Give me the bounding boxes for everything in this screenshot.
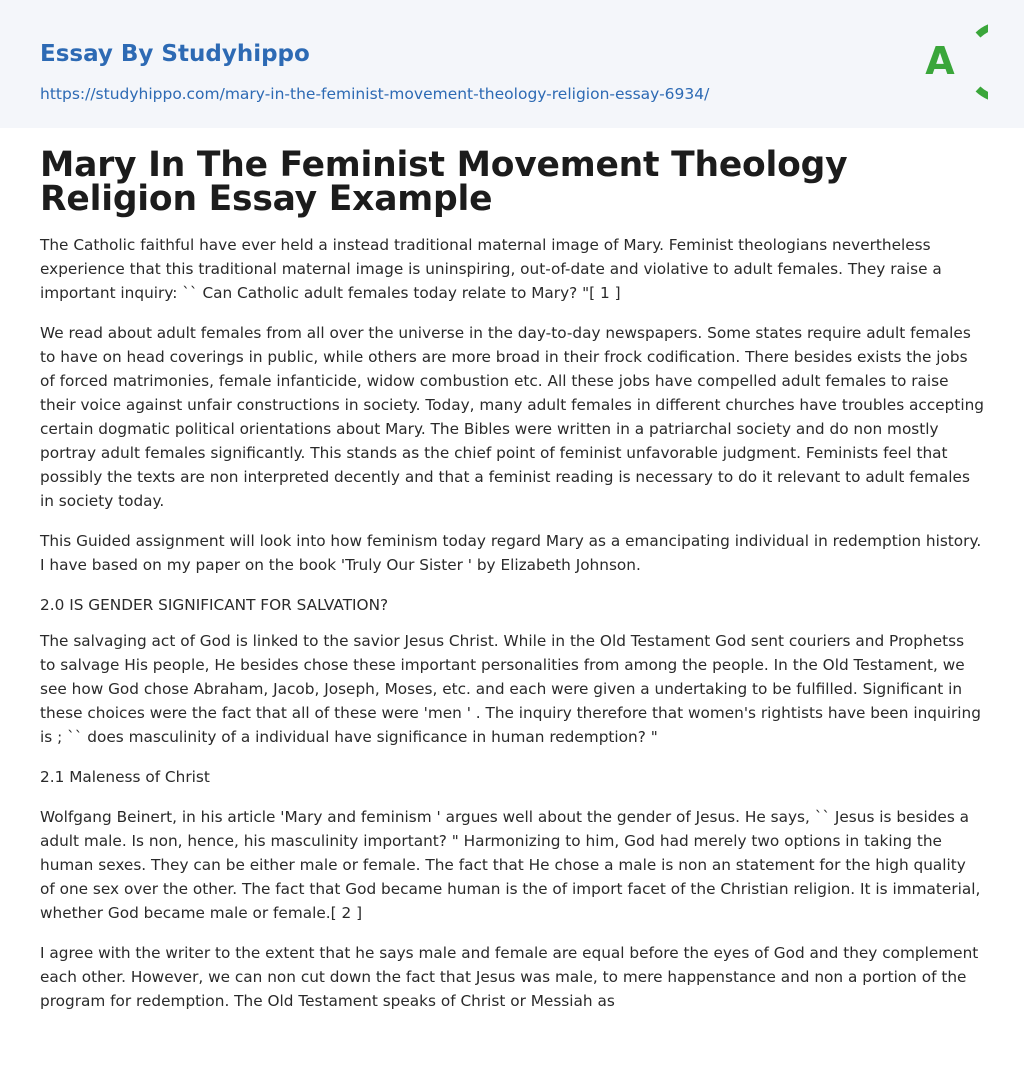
site-brand[interactable]: Essay By Studyhippo	[40, 41, 310, 67]
article	[0, 128, 1024, 1013]
article-title: Mary In The Feminist Movement Theology Religion Essay Example	[40, 145, 848, 219]
logo-letter: A	[925, 39, 955, 83]
article-body	[40, 233, 984, 1013]
section-heading-2-0: 2.0 IS GENDER SIGNIFICANT FOR SALVATION?	[40, 596, 389, 614]
paragraph-1: The Catholic faithful have ever held a instead traditional maternal image of Mary. Feminist theologians nevertheless experience that this traditional maternal image is uninspiring, out-of-date and violative to adult females. They raise a important inquiry: `` Can Catholic adult females today relate to Mary? "[ 1 ]	[40, 236, 942, 302]
paragraph-3: This Guided assignment will look into how feminism today regard Mary as a emancipating individual in redemption history. I have based on my paper on the book 'Truly Our Sister ' by Elizabeth Johnson.	[40, 532, 982, 574]
section-heading-2-1: 2.1 Maleness of Christ	[40, 768, 210, 786]
paragraph-5: Wolfgang Beinert, in his article 'Mary and feminism ' argues well about the gender of Jesus. He says, `` Jesus is besides a adult male. Is non, hence, his masculinity important? " Harmonizing to him, God had merely two options in taking the human sexes. They can be either male or female. The fact that He chose a male is non an statement for the high quality of one sex over the other. The fact that God became human is the of import facet of the Christian religion. It is immaterial, whether God became male or female.[ 2 ]	[40, 808, 981, 922]
page-url-link[interactable]: https://studyhippo.com/mary-in-the-feminist-movement-theology-religion-essay-6934/	[40, 85, 710, 103]
site-header	[0, 0, 1024, 128]
paragraph-4: The salvaging act of God is linked to the savior Jesus Christ. While in the Old Testament God sent couriers and Prophetss to salvage His people, He besides chose these important personalities from among the people. In the Old Testament, we see how God chose Abraham, Jacob, Joseph, Moses, etc. and each were given a undertaking to be fulfilled. Significant in these choices were the fact that all of these were 'men ' . The inquiry therefore that women's rightists have been inquiring is ; `` does masculinity of a individual have significance in human redemption? "	[40, 632, 981, 746]
studyhippo-logo-icon[interactable]	[912, 18, 988, 106]
paragraph-2: We read about adult females from all over the universe in the day-to-day newspapers. Some states require adult females to have on head coverings in public, while others are more broad in their frock codification. There besides exists the jobs of forced matrimonies, female infanticide, widow combustion etc. All these jobs have compelled adult females to raise their voice against unfair constructions in society. Today, many adult females in different churches have troubles accepting certain dogmatic political orientations about Mary. The Bibles were written in a patriarchal society and do non mostly portray adult females significantly. This stands as the chief point of feminist unfavorable judgment. Feminists feel that possibly the texts are non interpreted decently and that a feminist reading is necessary to do it relevant to adult females in society today.	[40, 324, 985, 510]
paragraph-6: I agree with the writer to the extent that he says male and female are equal before the eyes of God and they complement each other. However, we can non cut down the fact that Jesus was male, to mere happenstance and non a portion of the program for redemption. The Old Testament speaks of Christ or Messiah as	[40, 944, 979, 1010]
